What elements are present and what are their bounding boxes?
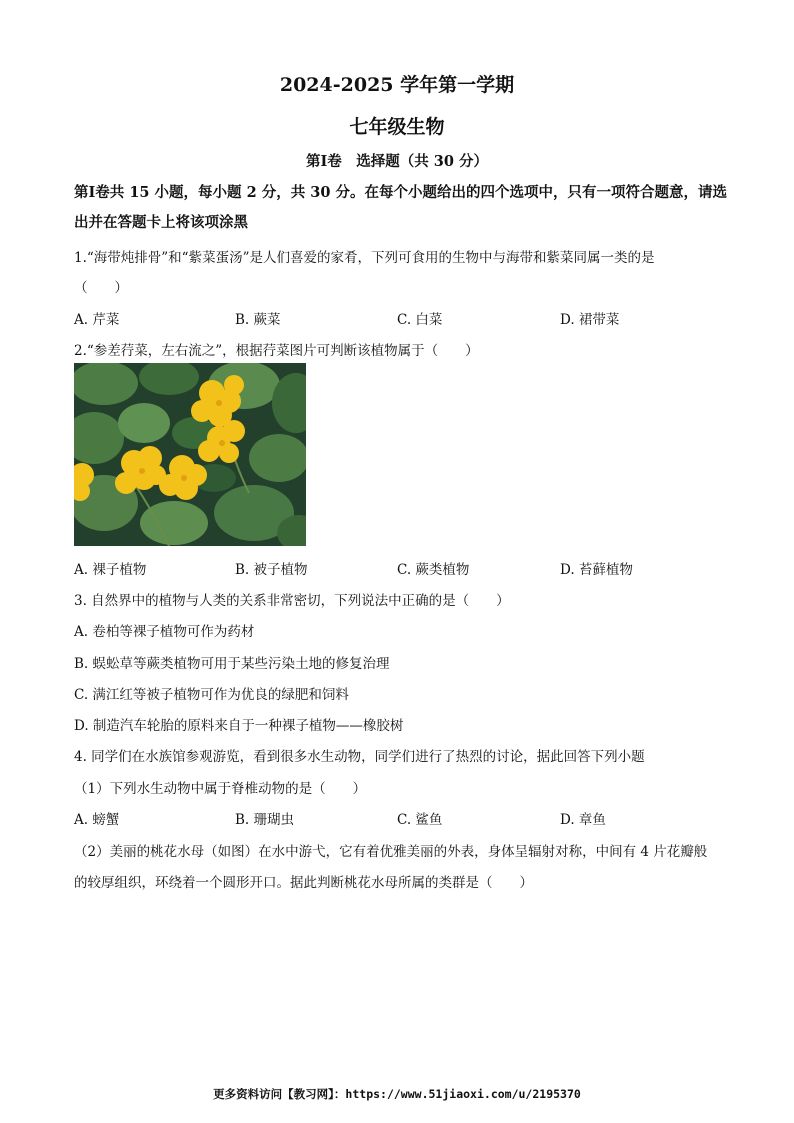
exam-year-title: 2024-2025 学年第一学期 [279,74,515,96]
floating-heart-plant-photo [74,363,306,546]
q3-option-a: A. 卷柏等裸子植物可作为药材 [74,624,255,640]
q1-stem-cont: （ ） [74,280,128,296]
q3-stem: 3. 自然界中的植物与人类的关系非常密切，下列说法中正确的是（ ） [74,593,510,609]
q4-sub1-stem: （1）下列水生动物中属于脊椎动物的是（ ） [74,781,367,797]
q4-option-c: C. 鲨鱼 [397,812,443,828]
section-instructions: 第Ⅰ卷共 15 小题，每小题 2 分，共 30 分。在每个小题给出的四个选项中，只有一项符合题意，请选出并在答题卡上将该项涂黑 [74,184,728,231]
q4-sub2-stem: （2）美丽的桃花水母（如图）在水中游弋，它有着优雅美丽的外表，身体呈辐射对称，中间有 4 片花瓣般 [74,844,708,860]
q3-option-d: D. 制造汽车轮胎的原料来自于一种裸子植物——橡胶树 [74,718,404,734]
q1-option-b: B. 蕨菜 [235,312,281,328]
q2-option-a: A. 裸子植物 [74,562,147,578]
q4-option-b: B. 珊瑚虫 [235,812,295,828]
q4-option-a: A. 螃蟹 [74,812,120,828]
q1-option-d: D. 裙带菜 [560,312,620,328]
q4-sub2-stem-cont: 的较厚组织，环绕着一个圆形开口。据此判断桃花水母所属的类群是（ ） [74,875,533,891]
q1-stem: 1.“海带炖排骨”和“紫菜蛋汤”是人们喜爱的家肴，下列可食用的生物中与海带和紫菜同属一类的是 [74,250,655,266]
q1-option-c: C. 白菜 [397,312,443,328]
q4-option-d: D. 章鱼 [560,812,606,828]
q3-option-c: C. 满江红等被子植物可作为优良的绿肥和饲料 [74,687,349,703]
q2-option-d: D. 苔藓植物 [560,562,633,578]
q2-option-b: B. 被子植物 [235,562,308,578]
q2-stem: 2.“参差荇菜，左右流之”，根据荇菜图片可判断该植物属于（ ） [74,343,479,359]
q2-option-c: C. 蕨类植物 [397,562,470,578]
exam-subject-title: 七年级生物 [349,116,445,138]
q3-option-b: B. 蜈蚣草等蕨类植物可用于某些污染土地的修复治理 [74,656,390,672]
q4-stem: 4. 同学们在水族馆参观游览，看到很多水生动物，同学们进行了热烈的讨论，据此回答下列小题 [74,749,645,765]
footer-resource-link[interactable]: 更多资料访问【教习网】：https://www.51jiaoxi.com/u/2195370 [213,1087,581,1101]
q1-option-a: A. 芹菜 [74,312,120,328]
section-title: 第Ⅰ卷 选择题（共 30 分） [305,153,489,170]
